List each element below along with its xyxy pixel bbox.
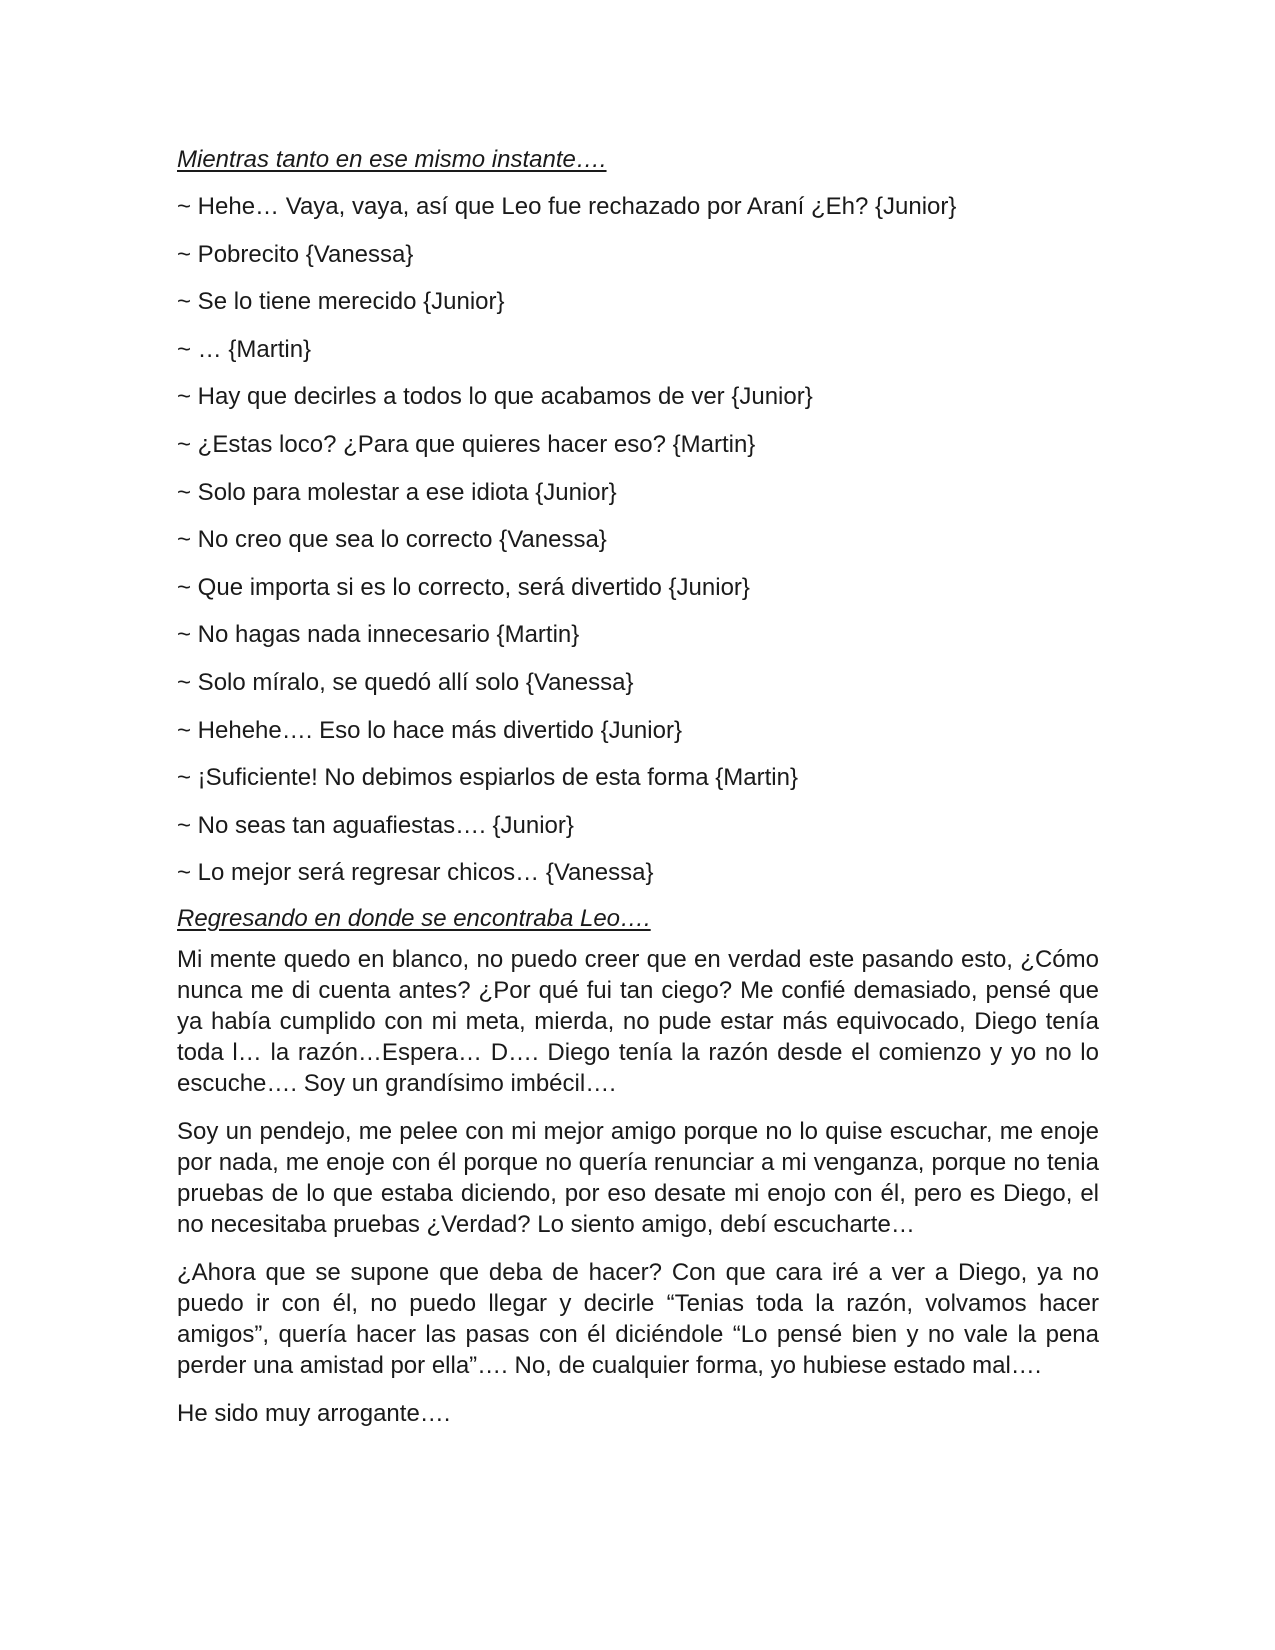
section-heading-1: Mientras tanto en ese mismo instante…. (177, 146, 607, 173)
dialogue-line: ~ Solo míralo, se quedó allí solo {Vanessa} (177, 668, 634, 696)
dialogue-line: ~ Hehe… Vaya, vaya, así que Leo fue rechazado por Araní ¿Eh? {Junior} (177, 193, 957, 220)
dialogue-line: ~ No hagas nada innecesario {Martin} (177, 621, 580, 649)
dialogue-line: ~ Que importa si es lo correcto, será divertido {Junior} (177, 573, 750, 601)
dialogue-line: ~ Solo para molestar a ese idiota {Junior} (177, 478, 617, 506)
dialogue-line: ~ No seas tan aguafiestas…. {Junior} (177, 811, 574, 839)
section-heading-2: Regresando en donde se encontraba Leo…. (177, 904, 651, 932)
dialogue-list (177, 190, 1099, 890)
dialogue-line: ~ No creo que sea lo correcto {Vanessa} (177, 526, 607, 554)
dialogue-line: ~ Se lo tiene merecido {Junior} (177, 288, 505, 316)
dialogue-line: ~ Hehehe…. Eso lo hace más divertido {Junior} (177, 716, 682, 744)
document-page (177, 143, 1099, 1446)
dialogue-line: ~ ¿Estas loco? ¿Para que quieres hacer eso? {Martin} (177, 430, 756, 458)
dialogue-line: ~ Lo mejor será regresar chicos… {Vanessa} (177, 859, 654, 887)
body-paragraph: ¿Ahora que se supone que deba de hacer? Con que cara iré a ver a Diego, ya no puedo ir con él, no puedo llegar y decirle “Tenias toda la razón, volvamos hacer amigos”, quería hacer las pasas con él diciéndole “Lo pensé bien y no vale la pena perder una amistad por ella”…. No, de cualquier forma, yo hubiese estado mal…. (177, 1258, 1099, 1379)
dialogue-line: ~ Hay que decirles a todos lo que acabamos de ver {Junior} (177, 383, 813, 411)
dialogue-line: ~ ¡Suficiente! No debimos espiarlos de esta forma {Martin} (177, 764, 798, 792)
body-paragraph: Mi mente quedo en blanco, no puedo creer que en verdad este pasando esto, ¿Cómo nunca me di cuenta antes? ¿Por qué fui tan ciego? Me confié demasiado, pensé que ya había cumplido con mi meta, mierda, no pude estar más equivocado, Diego tenía toda l… la razón…Espera… D…. Diego tenía la razón desde el comienzo y yo no lo escuche…. Soy un grandísimo imbécil…. (177, 945, 1099, 1097)
dialogue-line: ~ … {Martin} (177, 335, 312, 363)
dialogue-line: ~ Pobrecito {Vanessa} (177, 240, 414, 268)
body-paragraph: Soy un pendejo, me pelee con mi mejor amigo porque no lo quise escuchar, me enoje por nada, me enoje con él porque no quería renunciar a mi venganza, porque no tenia pruebas de lo que estaba diciendo, por eso desate mi enojo con él, pero es Diego, el no necesitaba pruebas ¿Verdad? Lo siento amigo, debí escucharte… (177, 1117, 1099, 1238)
body-paragraph: He sido muy arrogante…. (177, 1399, 451, 1427)
